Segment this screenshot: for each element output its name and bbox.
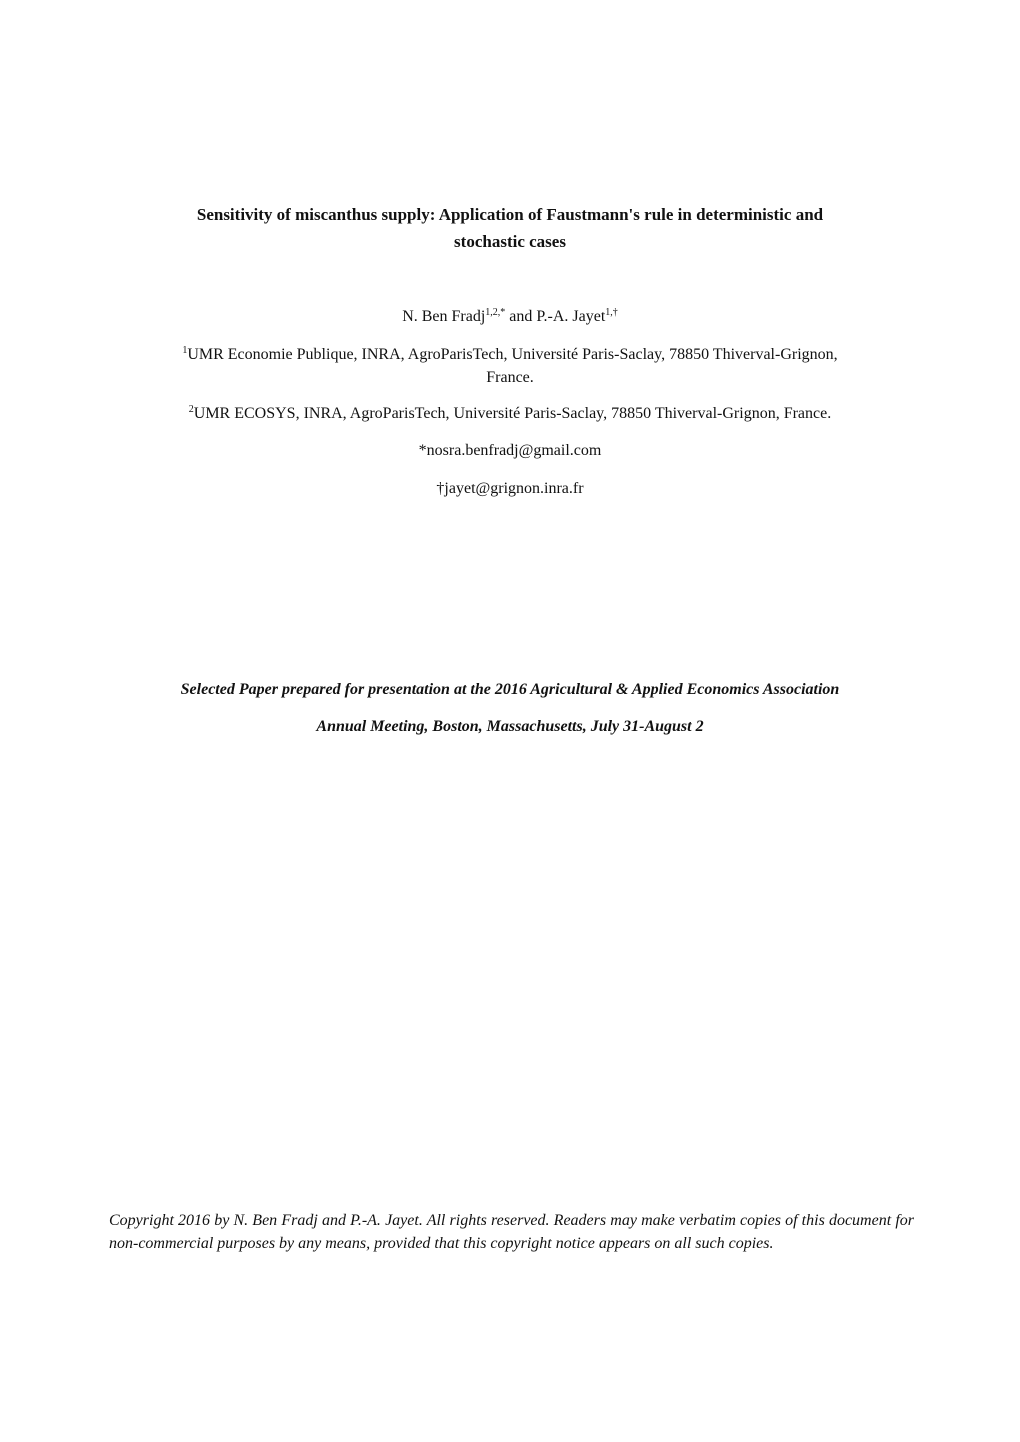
author-1-affiliation-marker: 1,2,*: [485, 307, 506, 318]
author-name-2: P.-A. Jayet: [536, 308, 606, 325]
copyright-notice: Copyright 2016 by N. Ben Fradj and P.-A. Jayet. All rights reserved. Readers may make verbatim copies of this document for non-commercial purposes by any means, provided that this copyright notice appears on all such copies.: [109, 1212, 914, 1252]
presentation-note-line-2: Annual Meeting, Boston, Massachusetts, July 31-August 2: [316, 718, 704, 735]
author-2-affiliation-marker: 1,†: [605, 307, 618, 318]
affiliation-1-line-1: [105, 343, 915, 366]
paper-title-line-2: stochastic cases: [454, 232, 566, 251]
corresponding-email-2: †jayet@grignon.inra.fr: [436, 480, 584, 497]
affiliation-1-text: UMR Economie Publique, INRA, AgroParisTech, Université Paris-Saclay, 78850 Thiverval-Grignon,: [187, 346, 838, 363]
affiliation-2-marker: 2: [188, 404, 194, 415]
affiliation-2-text: UMR ECOSYS, INRA, AgroParisTech, Université Paris-Saclay, 78850 Thiverval-Grignon, France.: [193, 405, 832, 422]
affiliation-1: [105, 343, 915, 389]
paper-title: [105, 201, 915, 255]
paper-title-line-1: Sensitivity of miscanthus supply: Application of Faustmann's rule in deterministic and: [196, 205, 824, 224]
author-name-1: N. Ben Fradj: [402, 308, 486, 325]
author-connector: and: [505, 308, 537, 325]
corresponding-email-1: *nosra.benfradj@gmail.com: [418, 442, 602, 459]
author-list: [105, 306, 915, 328]
presentation-note: [105, 671, 915, 745]
affiliation-1-marker: 1: [182, 345, 188, 356]
affiliation-1-line-2: France.: [486, 369, 534, 386]
affiliation-2: [105, 403, 915, 425]
presentation-note-line-1: Selected Paper prepared for presentation at the 2016 Agricultural & Applied Economics Association: [180, 681, 840, 698]
